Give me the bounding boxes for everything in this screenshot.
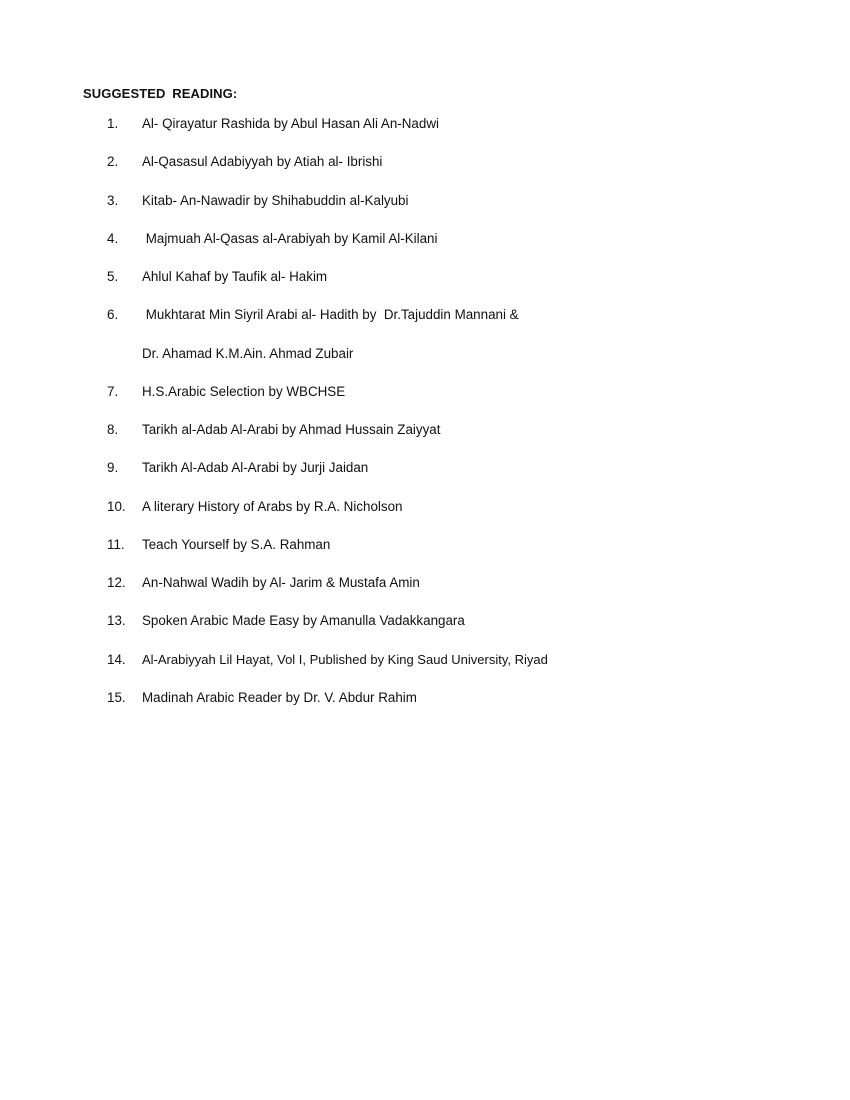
item-text: Al-Qasasul Adabiyyah by Atiah al- Ibrishi: [142, 154, 383, 169]
item-text: Teach Yourself by S.A. Rahman: [142, 537, 331, 552]
list-item: [0, 613, 850, 633]
item-number: 10.: [107, 499, 126, 514]
item-text: A literary History of Arabs by R.A. Nicholson: [142, 499, 403, 514]
list-item: [0, 307, 850, 327]
item-text: Ahlul Kahaf by Taufik al- Hakim: [142, 269, 328, 284]
list-item: [0, 652, 850, 672]
list-item: [0, 384, 850, 404]
list-item: [0, 575, 850, 595]
item-number: 8.: [107, 422, 119, 437]
list-item: [0, 193, 850, 213]
list-item: [0, 460, 850, 480]
item-text: An-Nahwal Wadih by Al- Jarim & Mustafa Amin: [142, 575, 420, 590]
item-number: 15.: [107, 690, 126, 705]
item-number: 13.: [107, 613, 126, 628]
item-text: Majmuah Al-Qasas al-Arabiyah by Kamil Al-Kilani: [142, 231, 438, 246]
list-item: [0, 422, 850, 442]
item-text: Al-Arabiyyah Lil Hayat, Vol I, Published by King Saud University, Riyad: [142, 652, 548, 667]
list-item: [0, 690, 850, 710]
list-item: [0, 499, 850, 519]
item-text: Dr. Ahamad K.M.Ain. Ahmad Zubair: [142, 346, 354, 361]
item-number: 2.: [107, 154, 119, 169]
list-item-continuation: [0, 346, 850, 366]
item-number: 6.: [107, 307, 119, 322]
item-text: Al- Qirayatur Rashida by Abul Hasan Ali An-Nadwi: [142, 116, 439, 131]
list-item: [0, 537, 850, 557]
list-item: [0, 231, 850, 251]
item-number: 7.: [107, 384, 119, 399]
item-number: 12.: [107, 575, 126, 590]
list-item: [0, 269, 850, 289]
item-text: H.S.Arabic Selection by WBCHSE: [142, 384, 346, 399]
item-number: 1.: [107, 116, 119, 131]
item-text: Kitab- An-Nawadir by Shihabuddin al-Kalyubi: [142, 193, 409, 208]
item-text: Tarikh Al-Adab Al-Arabi by Jurji Jaidan: [142, 460, 369, 475]
list-item: [0, 116, 850, 136]
item-number: 3.: [107, 193, 119, 208]
section-heading: SUGGESTED READING:: [83, 86, 238, 101]
item-number: 5.: [107, 269, 119, 284]
item-number: 4.: [107, 231, 119, 246]
item-text: Madinah Arabic Reader by Dr. V. Abdur Rahim: [142, 690, 417, 705]
item-number: 9.: [107, 460, 119, 475]
item-text: Spoken Arabic Made Easy by Amanulla Vadakkangara: [142, 613, 465, 628]
item-text: Mukhtarat Min Siyril Arabi al- Hadith by Dr.Tajuddin Mannani &: [142, 307, 519, 322]
item-text: Tarikh al-Adab Al-Arabi by Ahmad Hussain Zaiyyat: [142, 422, 441, 437]
item-number: 11.: [107, 537, 125, 552]
item-number: 14.: [107, 652, 126, 667]
list-item: [0, 154, 850, 174]
